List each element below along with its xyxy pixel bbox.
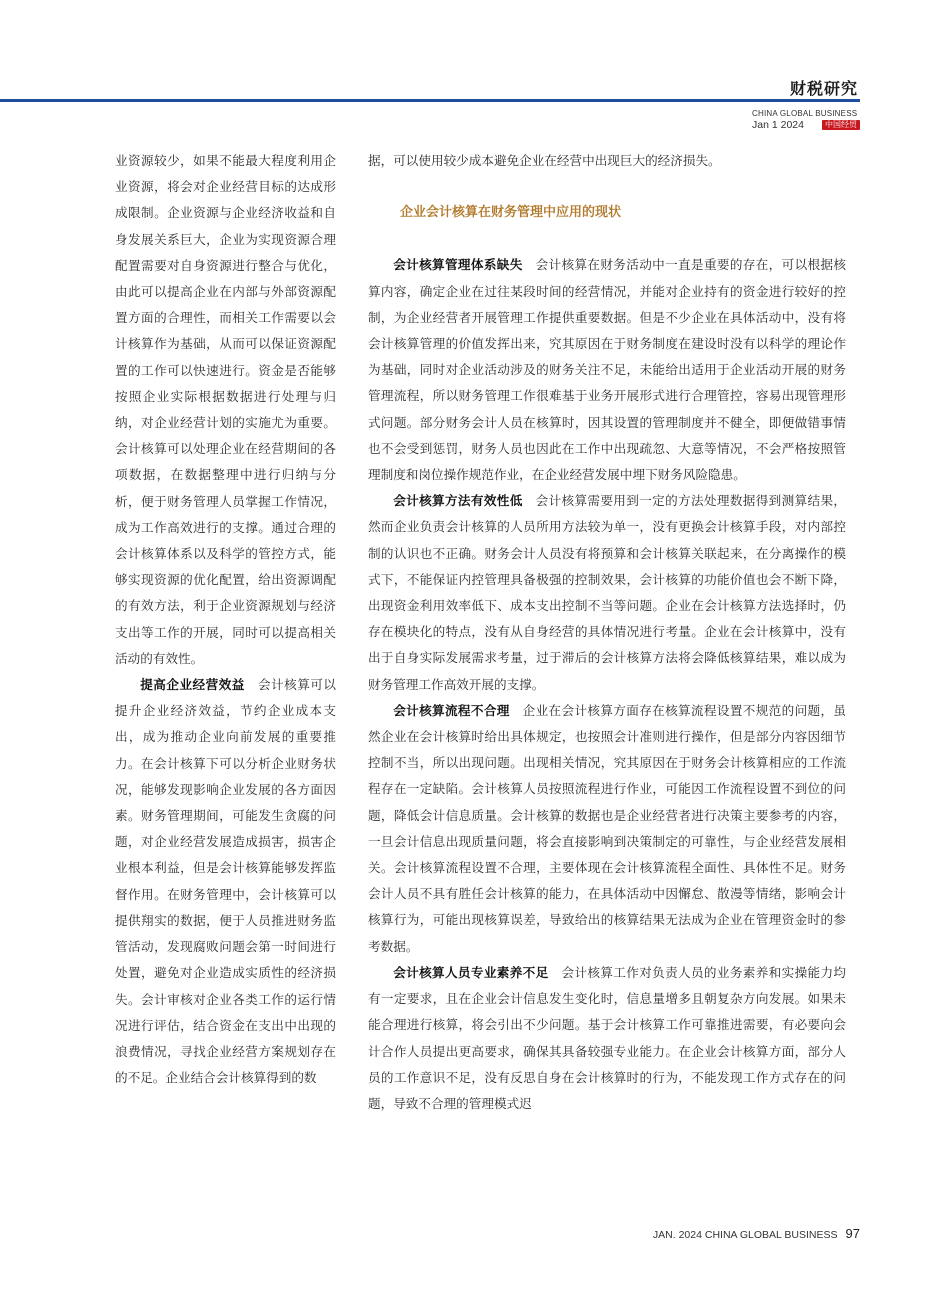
section-heading: 企业会计核算在财务管理中应用的现状 bbox=[400, 205, 622, 221]
page-footer bbox=[653, 1226, 860, 1241]
header-rule bbox=[0, 99, 860, 102]
footer-issue: JAN. 2024 CHINA GLOBAL BUSINESS bbox=[652, 1229, 838, 1241]
paragraph-body: 会计核算在财务活动中一直是重要的存在，可以根据核算内容，确定企业在过往某段时间的经营情况，并能对企业持有的资金进行较好的控制，为企业经营者开展管理工作提供重要数据。但是不少企业在具体活动中，没有将会计核算管理的价值发挥出来，究其原因在于财务制度在建设时没有以科学的理论作为基础，同时对企业活动涉及的财务关注不足，未能给出适用于企业活动开展的财务管理流程，所以财务管理工作很难基于业务开展形式进行合理管控，容易出现管理形式问题。部分财务会计人员在核算时，因其设置的管理制度并不健全，即便做错事情也不会受到惩罚，财务人员也因此在工作中出现疏忽、大意等情况，不会严格按照管理制度和岗位操作规范作业，在企业经营发展中埋下财务风险隐患。 bbox=[368, 257, 847, 483]
paragraph-lead: 会计核算人员专业素养不足 bbox=[393, 964, 549, 980]
paragraph-lead: 提高企业经营效益 bbox=[140, 677, 245, 693]
paragraph bbox=[368, 488, 846, 698]
paragraph-body: 会计核算可以提升企业经济效益，节约企业成本支出，成为推动企业向前发展的重要推力。在会计核算下可以分析企业财务状况，能够发现影响企业发展的各方面因素。财务管理期间，可能发生贪腐的问题，对企业经营发展造成损害，损害企业根本利益，但是会计核算能够发挥监督作用。在财务管理中，会计核算可以提供翔实的数据，便于人员推进财务监管活动，发现腐败问题会第一时间进行处置，避免对企业造成实质性的经济损失。会计审核对企业各类工作的运行情况进行评估，结合资金在支出中出现的浪费情况，寻找企业经营方案规划存在的不足。企业结合会计核算得到的数 bbox=[115, 677, 337, 1086]
left-column bbox=[115, 148, 336, 1091]
paragraph-body: 企业在会计核算方面存在核算流程设置不规范的问题，虽然企业在会计核算时给出具体规定，也按照会计准则进行操作，但是部分内容因细节控制不当，所以出现问题。出现相关情况，究其原因在于财务会计核算相应的工作流程存在一定缺陷。会计核算人员按照流程进行作业，可能因工作流程设置不到位的问题，降低会计信息质量。会计核算的数据也是企业经营者进行决策主要参考的内容，一旦会计信息出现质量问题，将会直接影响到决策制定的可靠性，与企业经营发展相关。会计核算流程设置不合理，主要体现在会计核算流程全面性、具体性不足。财务会计人员不具有胜任会计核算的能力，在具体活动中因懈怠、散漫等情绪，影响会计核算行为，可能出现核算误差，导致给出的核算结果无法成为企业在管理资金时的参考数据。 bbox=[368, 702, 847, 954]
magazine-logo: 中国经贸 bbox=[822, 120, 860, 130]
paragraph bbox=[368, 252, 846, 488]
paragraph: 业资源较少，如果不能最大程度利用企业资源，将会对企业经营目标的达成形成限制。企业资源与企业经济收益和自身发展关系巨大，企业为实现资源合理配置需要对自身资源进行整合与优化，由此可以提高企业在内部与外部资源配置方面的合理性，而相关工作需要以会计核算作为基础，从而可以保证资源配置的工作可以快速进行。资金是否能够按照企业实际根据数据进行处理与归纳，对企业经营计划的实施尤为重要。会计核算可以处理企业在经营期间的各项数据，在数据整理中进行归纳与分析，便于财务管理人员掌握工作情况，成为工作高效进行的支撑。通过合理的会计核算体系以及科学的管控方式，能够实现资源的优化配置，给出资源调配的有效方法，利于企业资源规划与经济支出等工作的开展，同时可以提高相关活动的有效性。 bbox=[115, 153, 336, 666]
paragraph bbox=[115, 672, 336, 1091]
paragraph bbox=[368, 698, 846, 960]
issue-date: Jan 1 2024 bbox=[752, 119, 804, 131]
masthead bbox=[752, 109, 860, 131]
paragraph-lead: 会计核算流程不合理 bbox=[393, 702, 510, 718]
paragraph-lead: 会计核算管理体系缺失 bbox=[393, 257, 523, 273]
paragraph-body: 会计核算需要用到一定的方法处理数据得到测算结果，然而企业负责会计核算的人员所用方法较为单一，没有更换会计核算手段，对内部控制的认识也不正确。财务会计人员没有将预算和会计核算关联起来，在分离操作的模式下，不能保证内控管理具备极强的控制效果，会计核算的功能价值也会不断下降，出现资金利用效率低下、成本支出控制不当等问题。企业在会计核算方法选择时，仍存在模块化的特点，没有从自身经营的具体情况进行考量。企业在会计核算中，没有出于自身实际发展需求考量，过于滞后的会计核算方法将会降低核算结果，难以成为财务管理工作高效开展的支撑。 bbox=[368, 493, 847, 692]
page-number: 97 bbox=[845, 1226, 860, 1241]
paragraph: 据，可以使用较少成本避免企业在经营中出现巨大的经济损失。 bbox=[368, 153, 721, 168]
paragraph-body: 会计核算工作对负责人员的业务素养和实操能力均有一定要求，且在企业会计信息发生变化时，信息量增多且朝复杂方向发展。如果未能合理进行核算，将会引出不少问题。基于会计核算工作可靠推进需要，有必要向会计合作人员提出更高要求，确保其具备较强专业能力。在企业会计核算方面，部分人员的工作意识不足，没有反思自身在会计核算时的行为，不能发现工作方式存在的问题，导致不合理的管理模式迟 bbox=[368, 964, 847, 1111]
right-column bbox=[368, 148, 846, 1117]
paragraph-lead: 会计核算方法有效性低 bbox=[393, 493, 523, 509]
paragraph bbox=[368, 960, 846, 1117]
section-title: 财税研究 bbox=[789, 79, 858, 98]
magazine-name: CHINA GLOBAL BUSINESS bbox=[752, 109, 858, 118]
